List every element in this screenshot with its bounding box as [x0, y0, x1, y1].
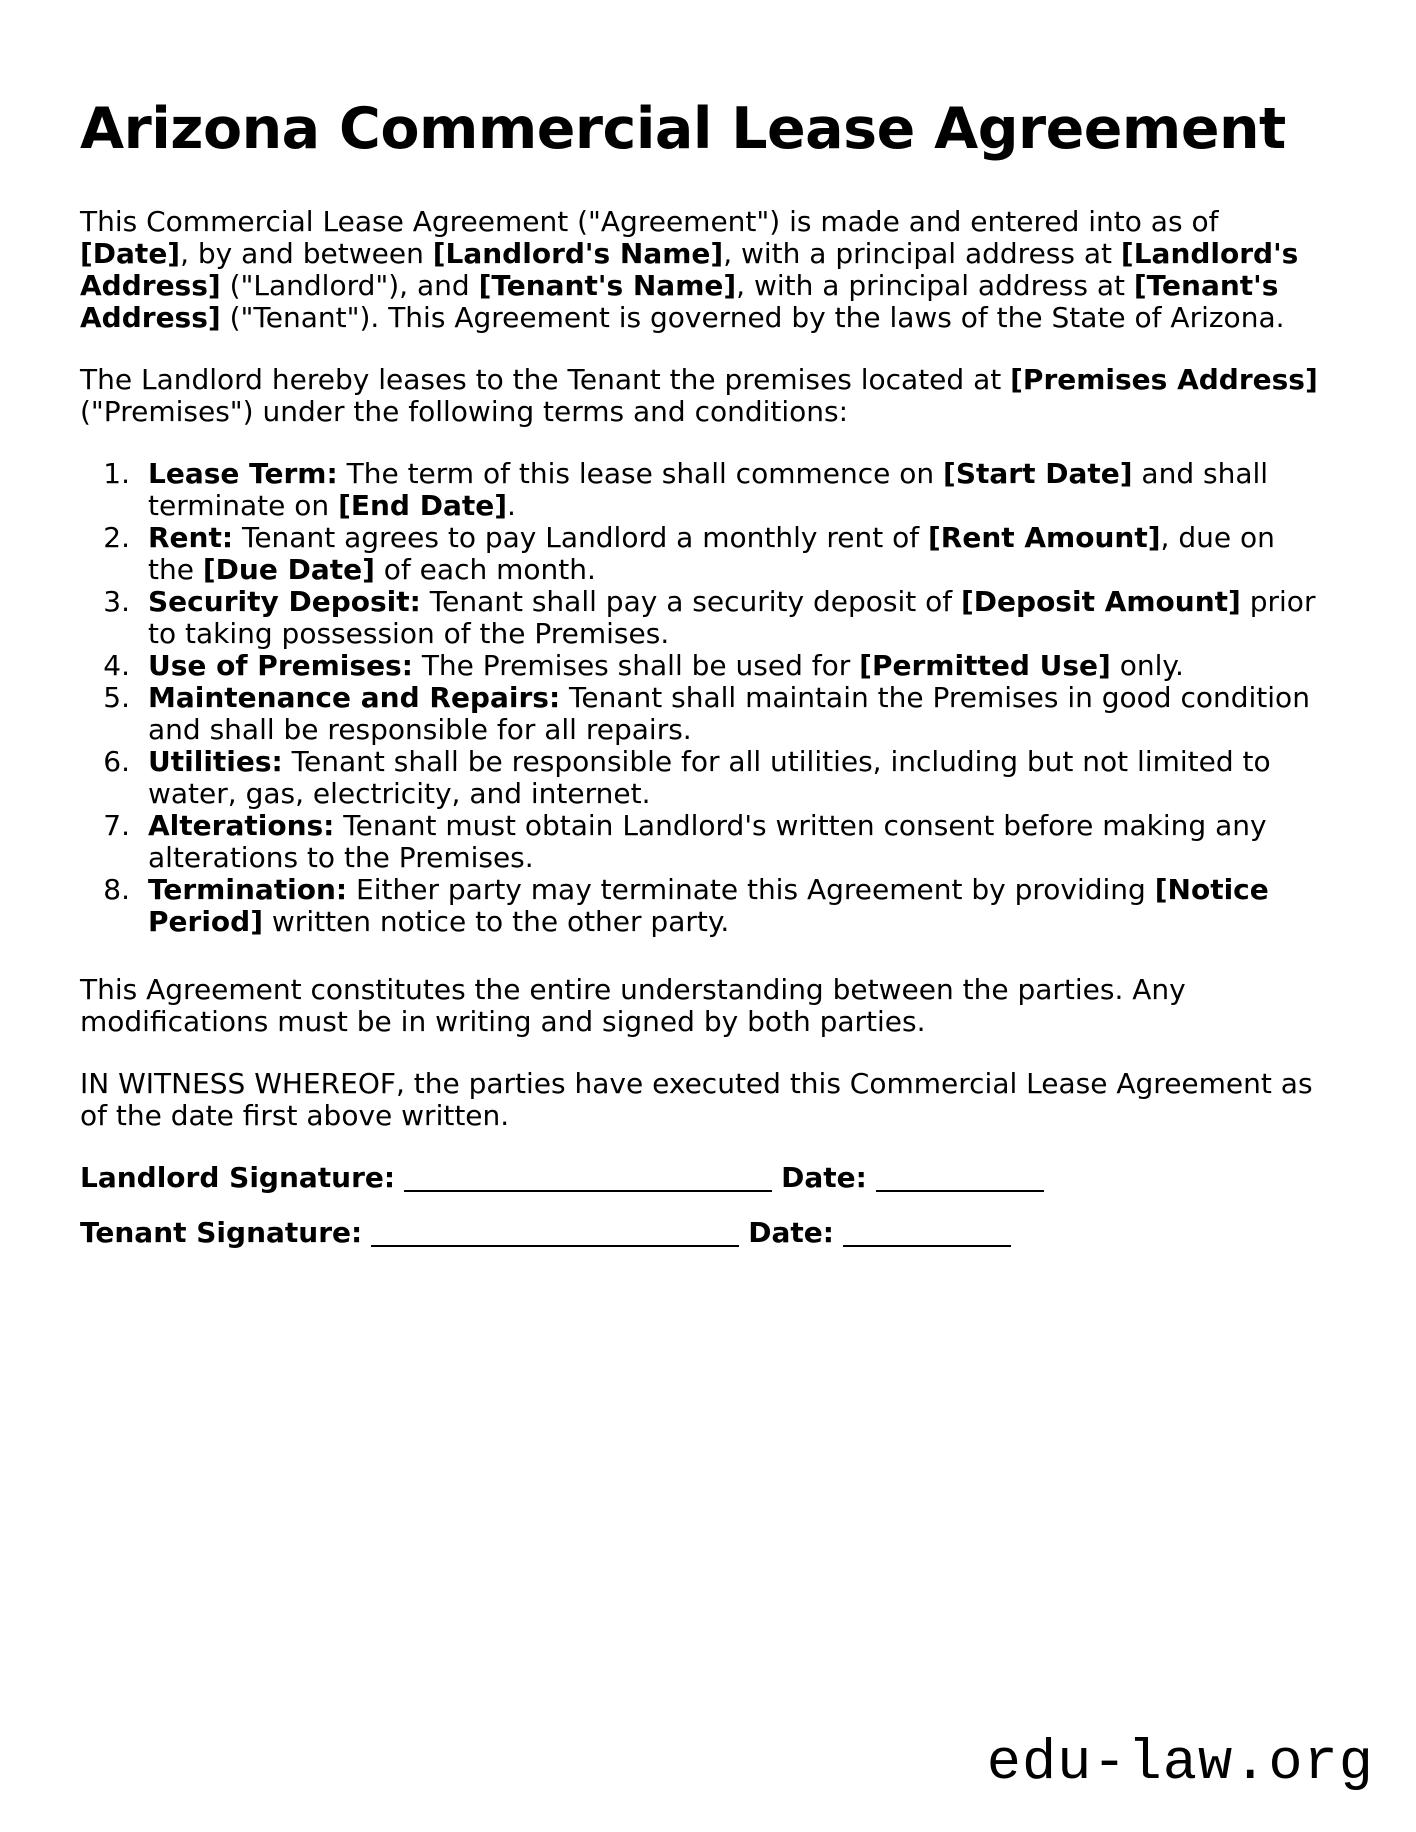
landlord-signature-line [404, 1190, 772, 1192]
text-segment: ("Landlord"), and [220, 269, 479, 303]
placeholder-field: [Notice Period] [148, 873, 1269, 939]
term-item [148, 650, 1320, 682]
text-segment: The Landlord hereby leases to the Tenant the premises located at [80, 363, 1011, 397]
term-item [148, 746, 1320, 810]
placeholder-field: Alterations: [148, 809, 335, 843]
placeholder-field: Utilities: [148, 745, 283, 779]
placeholder-field: Lease Term: [148, 457, 338, 491]
placeholder-field: Termination: [148, 873, 348, 907]
placeholder-field: [Tenant's Name] [478, 269, 737, 303]
premises-paragraph [80, 364, 1320, 428]
placeholder-field: [Deposit Amount] [961, 585, 1241, 619]
landlord-signature-label: Landlord Signature: [80, 1161, 396, 1195]
placeholder-field: Maintenance and Repairs: [148, 681, 561, 715]
tenant-date-label: Date: [748, 1216, 834, 1250]
text-segment: Tenant must obtain Landlord's written consent before making any alterations to the Premises. [148, 809, 1267, 875]
landlord-signature-row [80, 1162, 1320, 1194]
landlord-date-label: Date: [781, 1161, 867, 1195]
tenant-signature-label: Tenant Signature: [80, 1216, 363, 1250]
term-item [148, 522, 1320, 586]
term-item [148, 810, 1320, 874]
term-item [148, 874, 1320, 938]
tenant-date-line [843, 1245, 1011, 1247]
terms-list [80, 458, 1320, 938]
text-segment: The term of this lease shall commence on [337, 457, 944, 491]
text-segment: of each month. [374, 553, 596, 587]
placeholder-field: [Permitted Use] [859, 649, 1111, 683]
placeholder-field: [Due Date] [202, 553, 375, 587]
text-segment: The Premises shall be used for [412, 649, 860, 683]
placeholder-field: [Landlord's Address] [80, 237, 1299, 303]
text-segment: , by and between [180, 237, 433, 271]
placeholder-field: Security Deposit: [148, 585, 421, 619]
intro-paragraph [80, 206, 1320, 334]
entire-agreement-paragraph: This Agreement constitutes the entire understanding between the parties. Any modifications must be in writing and signed by both parties. [80, 973, 1186, 1039]
term-item [148, 682, 1320, 746]
text-segment: Tenant shall be responsible for all utilities, including but not limited to water, gas, electricity, and internet. [148, 745, 1271, 811]
text-segment: ("Tenant"). This Agreement is governed by the laws of the State of Arizona. [220, 301, 1285, 335]
placeholder-field: Rent: [148, 521, 234, 555]
placeholder-field: [End Date] [338, 489, 508, 523]
placeholder-field: Use of Premises: [148, 649, 413, 683]
tenant-signature-line [371, 1245, 739, 1247]
witness-paragraph: IN WITNESS WHEREOF, the parties have executed this Commercial Lease Agreement as of the date first above written. [80, 1067, 1313, 1133]
landlord-date-line [876, 1190, 1044, 1192]
placeholder-field: [Premises Address] [1010, 363, 1318, 397]
text-segment: , due on the [148, 521, 1275, 587]
placeholder-field: [Tenant's Address] [80, 269, 1279, 335]
term-item [148, 586, 1320, 650]
tenant-signature-row [80, 1217, 1320, 1249]
text-segment: Either party may terminate this Agreement by providing [347, 873, 1155, 907]
text-segment: written notice to the other party. [263, 905, 730, 939]
text-segment: Tenant agrees to pay Landlord a monthly rent of [233, 521, 928, 555]
placeholder-field: [Start Date] [943, 457, 1133, 491]
term-item [148, 458, 1320, 522]
text-segment: only. [1110, 649, 1184, 683]
text-segment: prior to taking possession of the Premises. [148, 585, 1316, 651]
text-segment: and shall terminate on [148, 457, 1269, 523]
text-segment: . [507, 489, 516, 523]
text-segment: Tenant shall maintain the Premises in good condition and shall be responsible for all repairs. [148, 681, 1310, 747]
placeholder-field: [Date] [80, 237, 181, 271]
text-segment: Tenant shall pay a security deposit of [420, 585, 961, 619]
document-title: Arizona Commercial Lease Agreement [80, 96, 1286, 162]
text-segment: This Commercial Lease Agreement ("Agreement") is made and entered into as of [80, 205, 1219, 239]
placeholder-field: [Landlord's Name] [432, 237, 724, 271]
placeholder-field: [Rent Amount] [927, 521, 1161, 555]
footer-logo: edu-law.org [986, 1732, 1374, 1796]
text-segment: , with a principal address at [723, 237, 1121, 271]
text-segment: ("Premises") under the following terms and conditions: [80, 395, 849, 429]
text-segment: , with a principal address at [736, 269, 1134, 303]
